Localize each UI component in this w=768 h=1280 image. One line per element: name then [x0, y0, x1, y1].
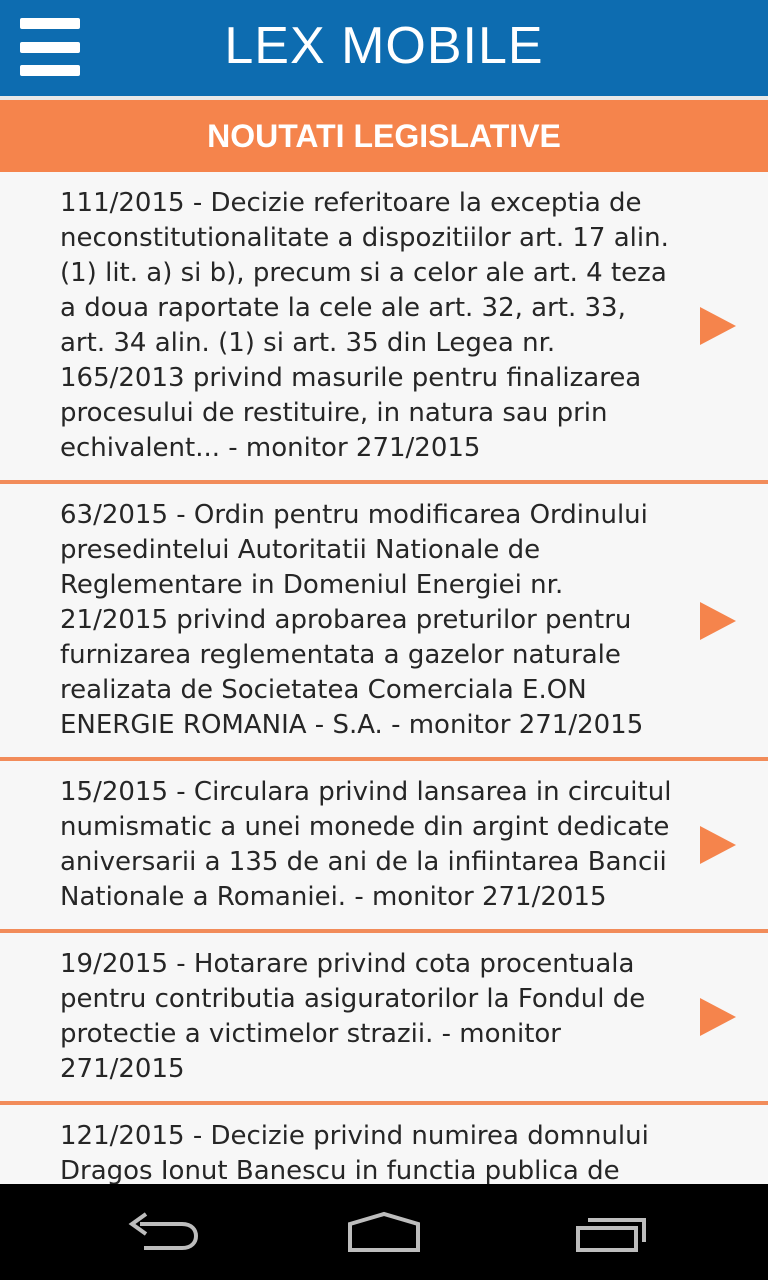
list-item-text: 19/2015 - Hotarare privind cota procentuala pentru contributia asiguratorilor la Fondul de protectie a victimelor strazii. - monitor 271/2015	[60, 949, 646, 1084]
list-item-text: 121/2015 - Decizie privind numirea domnului Dragos Ionut Banescu in functia publica de	[60, 1121, 649, 1184]
recent-apps-icon[interactable]	[560, 1204, 660, 1260]
list-item[interactable]	[0, 172, 768, 484]
top-app-bar	[0, 0, 768, 100]
play-arrow-icon[interactable]	[700, 998, 736, 1036]
play-arrow-icon[interactable]	[700, 602, 736, 640]
list-item[interactable]	[0, 761, 768, 933]
back-icon-svg	[110, 1204, 210, 1260]
list-item-text: 111/2015 - Decizie referitoare la exceptia de neconstitutionalitate a dispozitiilor art. 17 alin. (1) lit. a) si b), precum si a celor ale art. 4 teza a doua raportate la cele ale art. 32, art. 33, art. 34 alin. (1) si art. 35 din Legea nr. 165/2013 privind masurile pentru finalizarea procesului de restituire, in natura sau prin echivalent... - monitor 271/2015	[60, 188, 669, 463]
list-item-text: 15/2015 - Circulara privind lansarea in circuitul numismatic a unei monede din argint dedicate aniversarii a 135 de ani de la infiintarea Bancii Nationale a Romaniei. - monitor 271/2015	[60, 777, 672, 912]
news-list[interactable]	[0, 172, 768, 1184]
list-item[interactable]	[0, 1105, 768, 1184]
play-arrow-icon[interactable]	[700, 826, 736, 864]
recent-apps-icon-svg	[560, 1204, 660, 1260]
system-nav-bar	[0, 1184, 768, 1280]
list-item[interactable]	[0, 933, 768, 1105]
home-icon-svg	[334, 1204, 434, 1260]
list-item-text: 63/2015 - Ordin pentru modificarea Ordinului presedintelui Autoritatii Nationale de Reglementare in Domeniul Energiei nr. 21/2015 privind aprobarea preturilor pentru furnizarea reglementata a gazelor naturale realizata de Societatea Comerciala E.ON ENERGIE ROMANIA - S.A. - monitor 271/2015	[60, 500, 648, 740]
app-title: LEX MOBILE	[224, 17, 544, 75]
back-icon[interactable]	[110, 1204, 210, 1260]
section-title: NOUTATI LEGISLATIVE	[0, 100, 768, 172]
list-item[interactable]	[0, 484, 768, 761]
home-icon[interactable]	[334, 1204, 434, 1260]
play-arrow-icon[interactable]	[700, 307, 736, 345]
